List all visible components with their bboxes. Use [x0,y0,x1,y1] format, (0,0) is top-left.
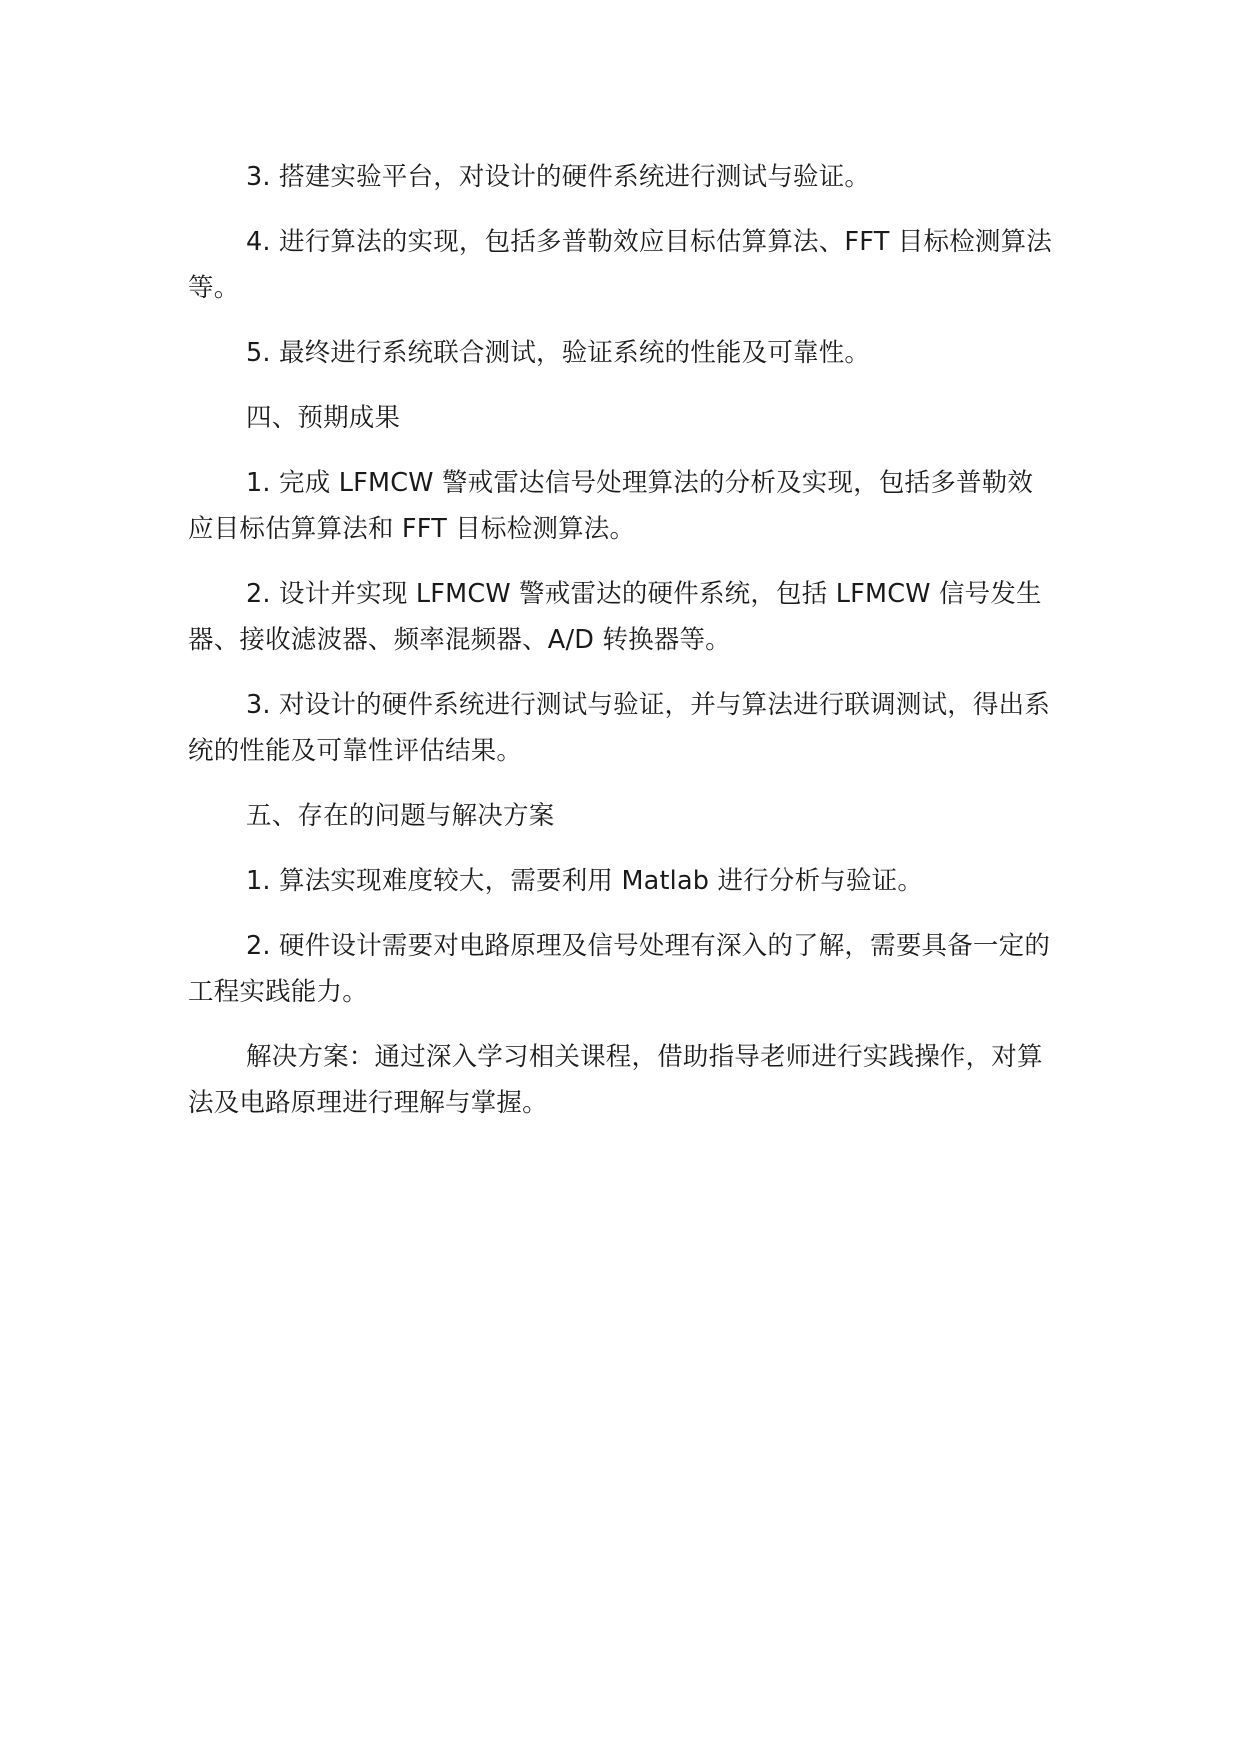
paragraph-step-4: 4. 进行算法的实现，包括多普勒效应目标估算算法、FFT 目标检测算法等。 [188,227,1053,303]
paragraph-solution: 解决方案：通过深入学习相关课程，借助指导老师进行实践操作，对算法及电路原理进行理解与掌握。 [188,1042,1043,1118]
paragraph-result-2: 2. 设计并实现 LFMCW 警戒雷达的硬件系统，包括 LFMCW 信号发生器、接收滤波器、频率混频器、A/D 转换器等。 [188,579,1042,655]
document-body [188,154,1058,1145]
section-heading-problems-solutions: 五、存在的问题与解决方案 [246,801,555,831]
paragraph-problem-2: 2. 硬件设计需要对电路原理及信号处理有深入的了解，需要具备一定的工程实践能力。 [188,931,1051,1007]
paragraph-result-1: 1. 完成 LFMCW 警戒雷达信号处理算法的分析及实现，包括多普勒效应目标估算算法和 FFT 目标检测算法。 [188,468,1034,544]
paragraph-problem-1: 1. 算法实现难度较大，需要利用 Matlab 进行分析与验证。 [246,866,924,896]
paragraph-step-5: 5. 最终进行系统联合测试，验证系统的性能及可靠性。 [246,338,871,368]
section-heading-expected-results: 四、预期成果 [246,403,401,433]
paragraph-step-3: 3. 搭建实验平台，对设计的硬件系统进行测试与验证。 [246,162,871,192]
paragraph-result-3: 3. 对设计的硬件系统进行测试与验证，并与算法进行联调测试，得出系统的性能及可靠性评估结果。 [188,690,1051,766]
